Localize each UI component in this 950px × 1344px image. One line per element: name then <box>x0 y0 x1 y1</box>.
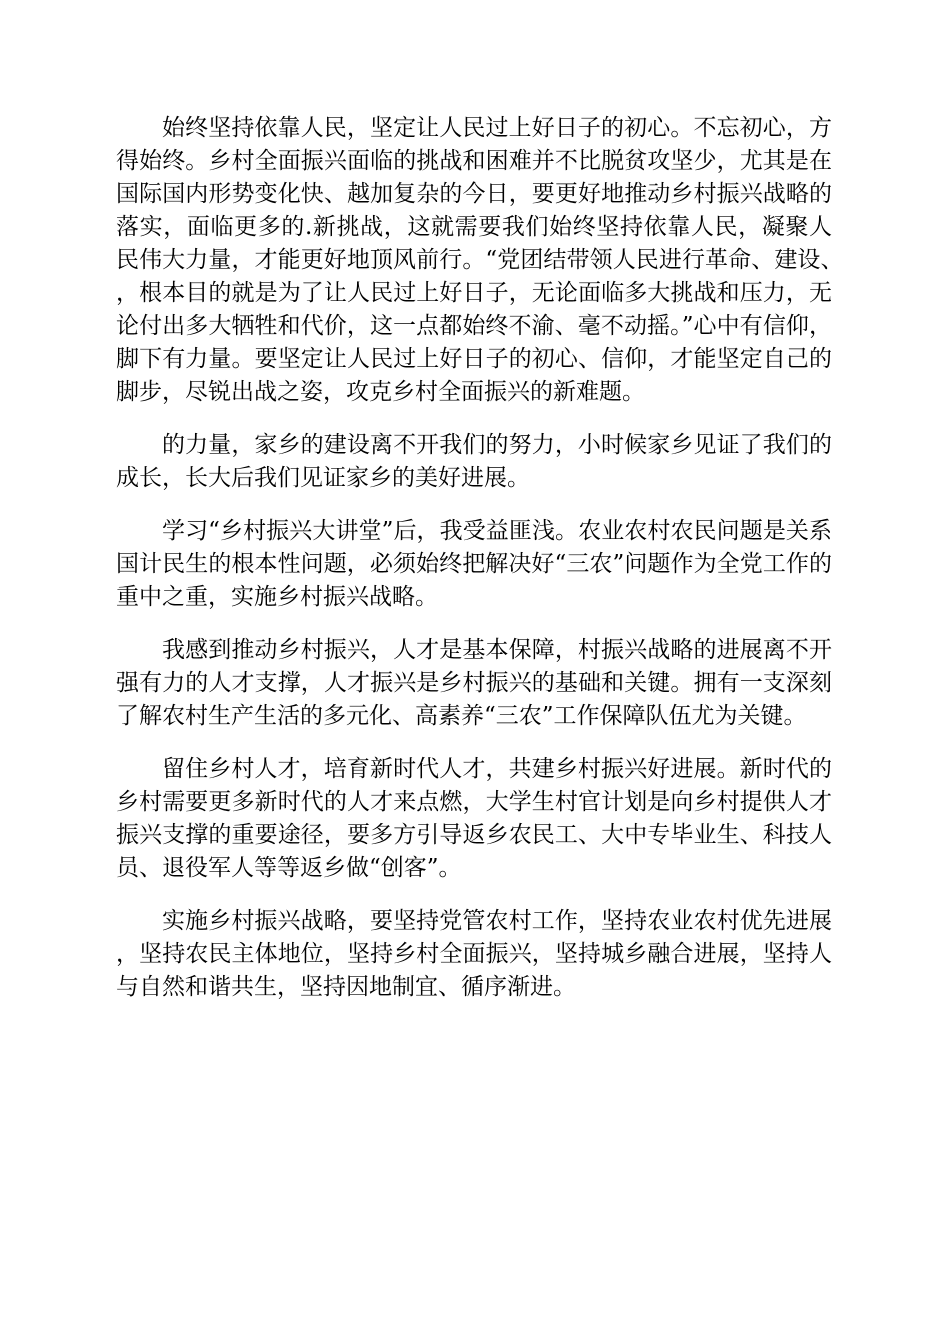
paragraph-6: 实施乡村振兴战略，要坚持党管农村工作，坚持农业农村优先进展，坚持农民主体地位，坚持乡村全面振兴，坚持城乡融合进展，坚持人与自然和谐共生，坚持因地制宜、循序渐进。 <box>116 908 832 1000</box>
document-body <box>116 112 832 1004</box>
paragraph-1: 始终坚持依靠人民，坚定让人民过上好日子的初心。不忘初心，方得始终。乡村全面振兴面临的挑战和困难并不比脱贫攻坚少，尤其是在国际国内形势变化快、越加复杂的今日，要更好地推动乡村振兴战略的落实，面临更多的.新挑战，这就需要我们始终坚持依靠人民，凝聚人民伟大力量，才能更好地顶风前行。“党团结带领人民进行革命、建设、，根本目的就是为了让人民过上好日子，无论面临多大挑战和压力，无论付出多大牺牲和代价，这一点都始终不渝、毫不动摇。”心中有信仰，脚下有力量。要坚定让人民过上好日子的初心、信仰，才能坚定自己的脚步，尽锐出战之姿，攻克乡村全面振兴的新难题。 <box>116 115 832 405</box>
paragraph-2: 的力量，家乡的建设离不开我们的努力，小时候家乡见证了我们的成长，长大后我们见证家乡的美好进展。 <box>116 432 832 491</box>
paragraph-4: 我感到推动乡村振兴，人才是基本保障，村振兴战略的进展离不开强有力的人才支撑，人才振兴是乡村振兴的基础和关键。拥有一支深刻了解农村生产生活的多元化、高素养“三农”工作保障队伍尤为关键。 <box>116 637 832 729</box>
paragraph-3: 学习“乡村振兴大讲堂”后，我受益匪浅。农业农村农民问题是关系国计民生的根本性问题，必须始终把解决好“三农”问题作为全党工作的重中之重，实施乡村振兴战略。 <box>116 518 832 610</box>
paragraph-5: 留住乡村人才，培育新时代人才，共建乡村振兴好进展。新时代的乡村需要更多新时代的人才来点燃，大学生村官计划是向乡村提供人才振兴支撑的重要途径，要多方引导返乡农民工、大中专毕业生、科技人员、退役军人等等返乡做“创客”。 <box>116 756 832 881</box>
